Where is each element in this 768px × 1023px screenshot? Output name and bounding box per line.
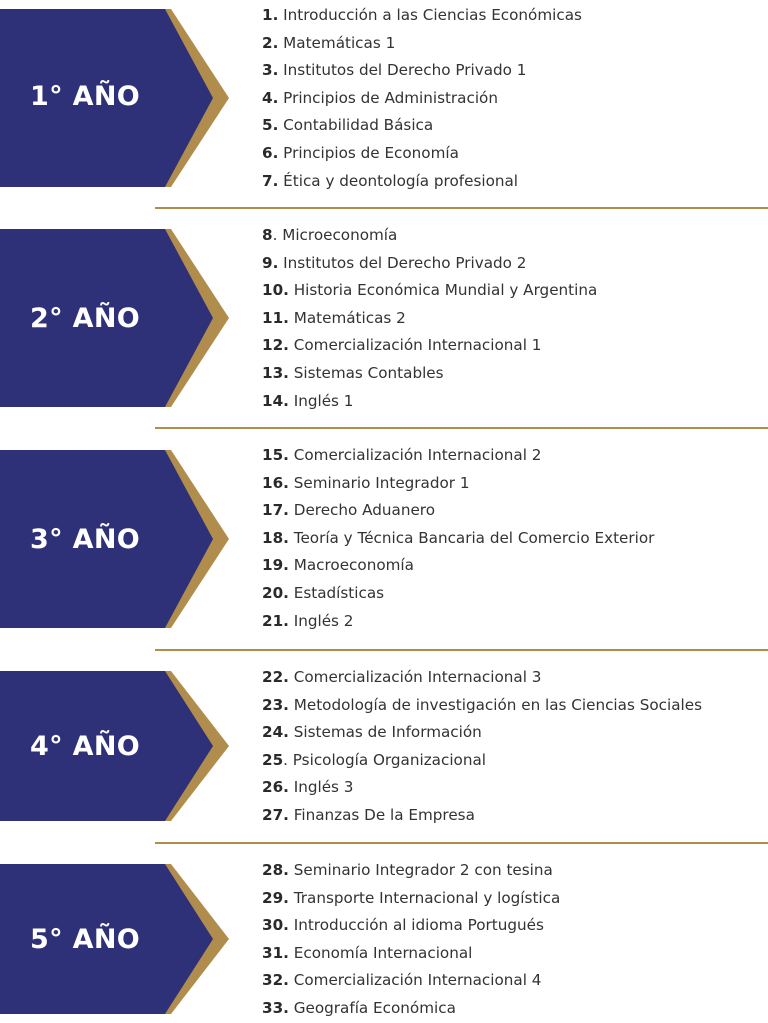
year-block-3 — [0, 446, 768, 630]
year-badge — [0, 229, 232, 407]
list-item: 28. Seminario Integrador 2 con tesina — [262, 861, 553, 879]
list-item: 25. Psicología Organizacional — [262, 750, 486, 769]
divider — [155, 842, 768, 844]
list-item: 7. Ética y deontología profesional — [262, 171, 519, 190]
year-block-2 — [0, 226, 768, 410]
list-item: 21. Inglés 2 — [262, 611, 354, 630]
list-item: 29. Transporte Internacional y logística — [262, 888, 561, 907]
list-item: 14. Inglés 1 — [262, 391, 354, 410]
year-badge — [0, 9, 232, 187]
year-block-4 — [0, 668, 768, 824]
list-item: 33. Geografía Económica — [262, 998, 456, 1017]
year-label: 3° AÑO — [30, 524, 140, 555]
divider — [155, 207, 768, 209]
list-item: 22. Comercialización Internacional 3 — [262, 668, 542, 686]
subject-list — [262, 664, 702, 830]
list-item: 31. Economía Internacional — [262, 943, 473, 962]
list-item: 5. Contabilidad Básica — [262, 116, 434, 135]
list-item: 18. Teoría y Técnica Bancaria del Comercio Exterior — [262, 528, 655, 547]
divider — [155, 649, 768, 651]
list-item: 30. Introducción al idioma Portugués — [262, 916, 544, 935]
list-item: 19. Macroeconomía — [262, 556, 414, 575]
subject-list — [262, 857, 560, 1023]
year-badge — [0, 671, 232, 821]
year-label: 1° AÑO — [30, 81, 140, 112]
list-item: 4. Principios de Administración — [262, 88, 498, 107]
list-item: 9. Institutos del Derecho Privado 2 — [262, 253, 527, 272]
list-item: 12. Comercialización Internacional 1 — [262, 336, 542, 355]
subject-list — [262, 2, 582, 195]
list-item: 24. Sistemas de Información — [262, 723, 482, 742]
year-badge — [0, 450, 232, 628]
list-item: 32. Comercialización Internacional 4 — [262, 971, 542, 990]
year-label: 2° AÑO — [30, 303, 140, 334]
divider — [155, 427, 768, 429]
year-block-1 — [0, 6, 768, 190]
subject-list — [262, 442, 654, 635]
list-item: 13. Sistemas Contables — [262, 363, 444, 382]
list-item: 16. Seminario Integrador 1 — [262, 473, 470, 492]
list-item: 17. Derecho Aduanero — [262, 501, 436, 520]
list-item: 27. Finanzas De la Empresa — [262, 805, 475, 824]
list-item: 15. Comercialización Internacional 2 — [262, 446, 542, 464]
list-item: 11. Matemáticas 2 — [262, 308, 406, 327]
year-block-5 — [0, 861, 768, 1017]
year-label: 5° AÑO — [30, 924, 140, 955]
year-label: 4° AÑO — [30, 731, 140, 762]
list-item: 3. Institutos del Derecho Privado 1 — [262, 61, 527, 80]
list-item: 8. Microeconomía — [262, 226, 398, 244]
list-item: 20. Estadísticas — [262, 583, 385, 602]
subject-list — [262, 222, 597, 415]
list-item: 26. Inglés 3 — [262, 778, 354, 797]
list-item: 23. Metodología de investigación en las Ciencias Sociales — [262, 695, 702, 714]
list-item: 6. Principios de Economía — [262, 143, 459, 162]
list-item: 1. Introducción a las Ciencias Económicas — [262, 6, 582, 24]
list-item: 10. Historia Económica Mundial y Argentina — [262, 281, 598, 300]
list-item: 2. Matemáticas 1 — [262, 33, 396, 52]
year-badge — [0, 864, 232, 1014]
